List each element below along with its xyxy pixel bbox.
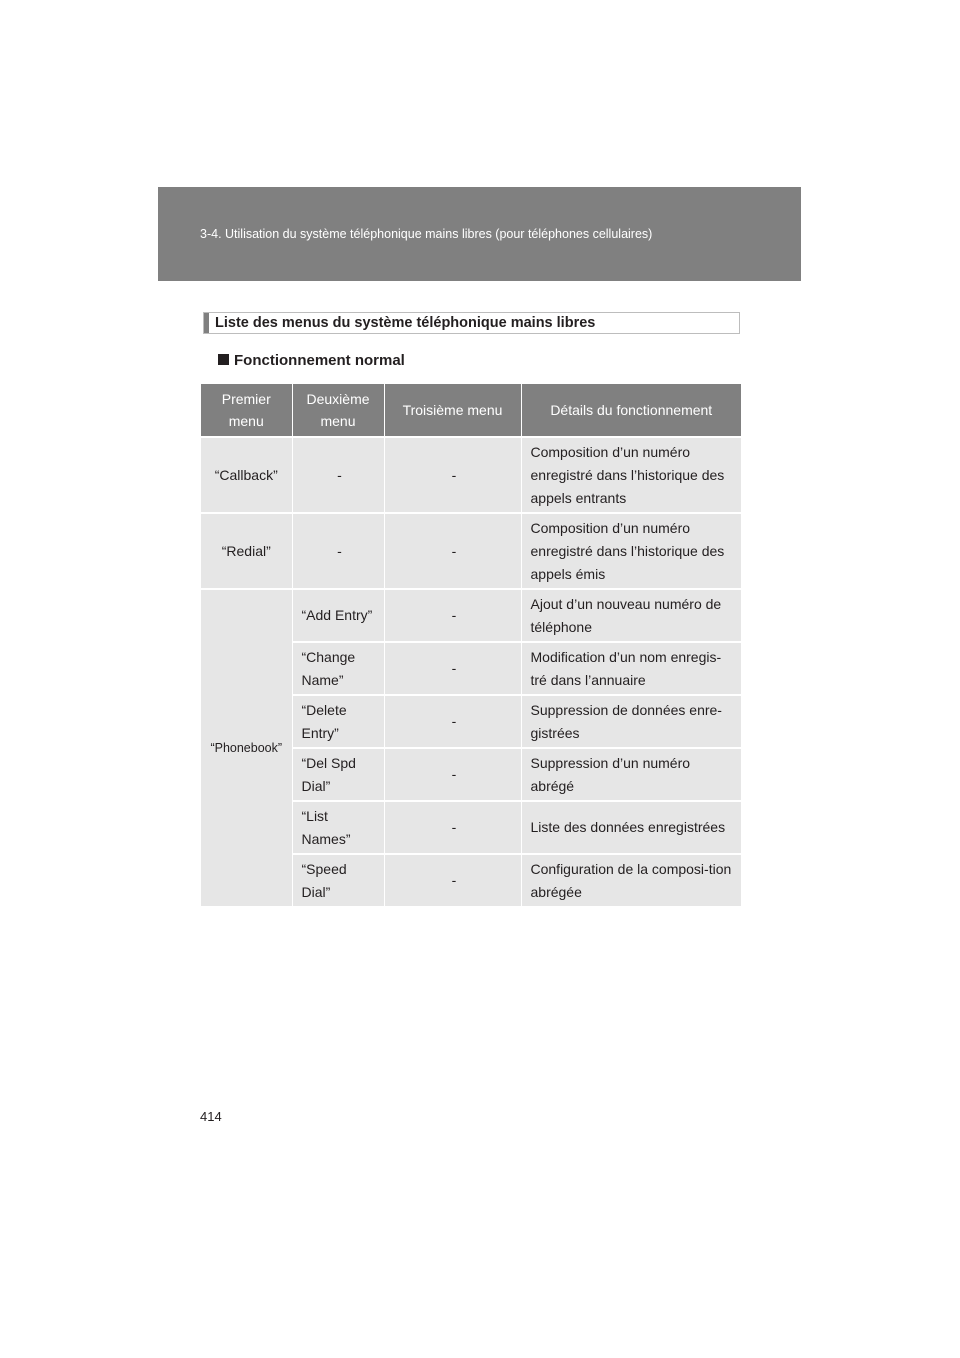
menu-table [201,384,741,906]
cell-details: Suppression d’un numéro abrégé [521,748,741,801]
subsection-heading [218,352,405,369]
cell-second-menu: “Change Name” [292,642,384,695]
square-bullet-icon [218,354,229,365]
header-details: Détails du fonctionnement [521,384,741,437]
table-row [201,513,741,589]
cell-details: Configuration de la composi-tion abrégée [521,854,741,906]
page-number: 414 [200,1109,222,1124]
cell-details: Composition d’un numéro enregistré dans l’historique des appels émis [521,513,741,589]
cell-second-menu: “Speed Dial” [292,854,384,906]
cell-second-menu: “Add Entry” [292,589,384,642]
cell-third-menu: - [384,513,521,589]
cell-first-menu-phonebook: “Phonebook” [201,589,292,906]
header-second-menu: Deuxième menu [292,384,384,437]
cell-details: Composition d’un numéro enregistré dans l’historique des appels entrants [521,437,741,513]
chapter-title: 3-4. Utilisation du système téléphonique mains libres (pour téléphones cellulaires) [200,227,653,241]
chapter-header [158,187,801,281]
table-row [201,437,741,513]
cell-first-menu: “Callback” [201,437,292,513]
cell-third-menu: - [384,437,521,513]
cell-first-menu: “Redial” [201,513,292,589]
header-first-menu: Premier menu [201,384,292,437]
cell-third-menu: - [384,695,521,748]
table-row [201,589,741,642]
cell-third-menu: - [384,854,521,906]
section-accent-bar [204,313,209,333]
cell-second-menu: - [292,437,384,513]
subsection-title: Fonctionnement normal [234,352,405,369]
cell-third-menu: - [384,748,521,801]
cell-details: Modification d’un nom enregis-tré dans l’annuaire [521,642,741,695]
cell-details: Suppression de données enre-gistrées [521,695,741,748]
cell-third-menu: - [384,589,521,642]
cell-third-menu: - [384,642,521,695]
header-third-menu: Troisième menu [384,384,521,437]
cell-second-menu: - [292,513,384,589]
cell-details: Ajout d’un nouveau numéro de téléphone [521,589,741,642]
cell-details: Liste des données enregistrées [521,801,741,854]
cell-second-menu: “Del Spd Dial” [292,748,384,801]
cell-second-menu: “List Names” [292,801,384,854]
table-header-row [201,384,741,437]
cell-third-menu: - [384,801,521,854]
cell-second-menu: “Delete Entry” [292,695,384,748]
section-title: Liste des menus du système téléphonique mains libres [215,315,596,331]
section-heading [203,312,740,334]
